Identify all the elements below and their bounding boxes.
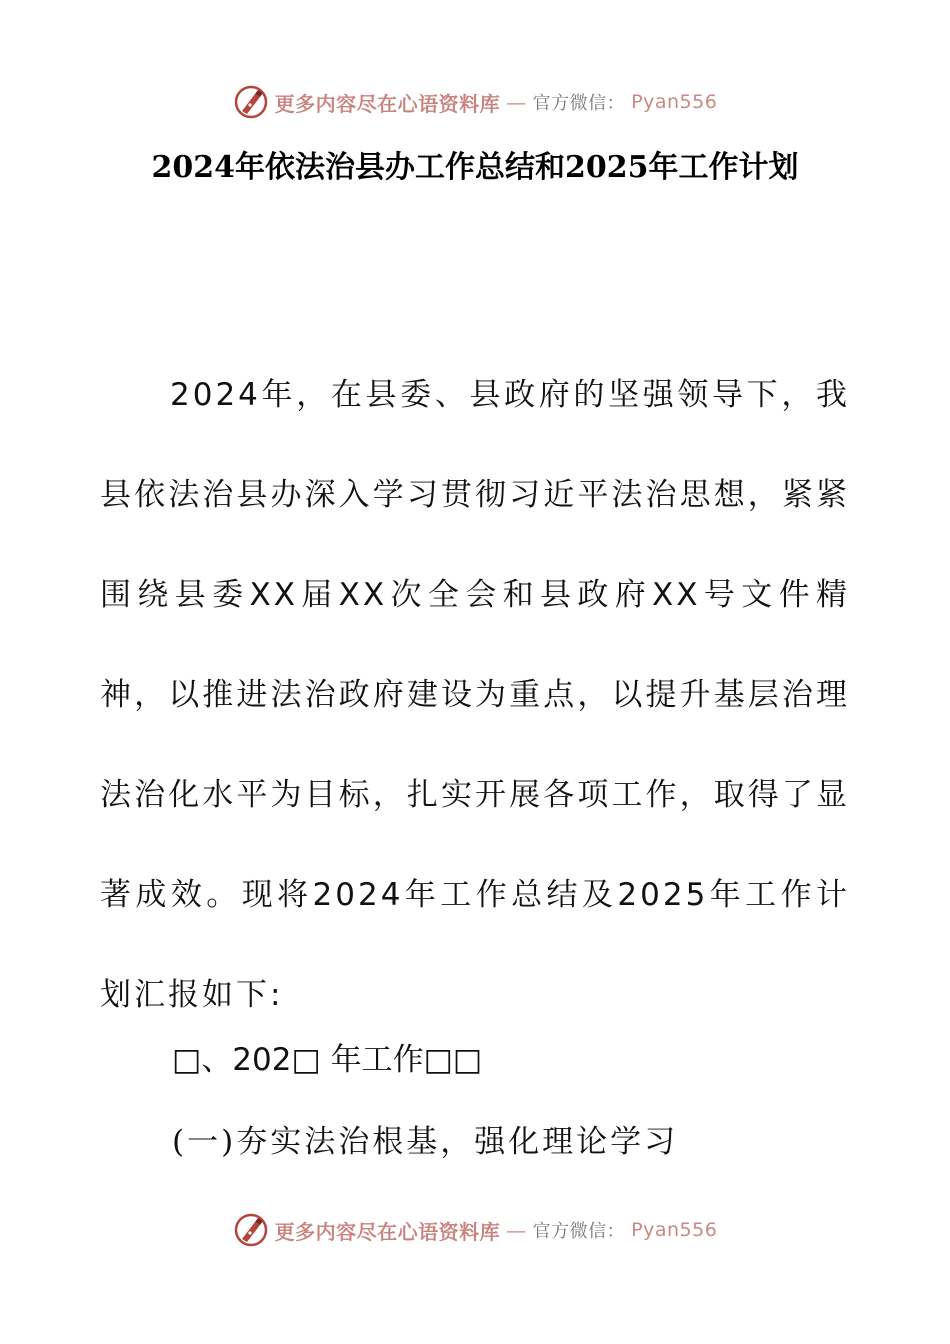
watermark-code: Pyan556 [631,91,718,113]
section-heading: □、202□ 年工作□□ [172,1042,483,1078]
subheading: (一)夯实法治根基，强化理论学习 [172,1124,679,1160]
watermark-label: 官方微信： [532,93,626,114]
watermark-code: Pyan556 [631,1219,718,1241]
pen-nib-circle-icon [233,84,269,120]
watermark-label: 官方微信： [532,1221,626,1242]
watermark-header [0,84,950,120]
watermark-main-text: 更多内容尽在心语资料库 [274,91,501,116]
watermark-main-text: 更多内容尽在心语资料库 [274,1219,501,1244]
watermark-footer [0,1212,950,1248]
document-title: 2024年依法治县办工作总结和2025年工作计划 [151,150,799,185]
intro-paragraph: 2024年，在县委、县政府的坚强领导下，我县依法治县办深入学习贯彻习近平法治思想，紧紧围绕县委XX届XX次全会和县政府XX号文件精神，以推进法治政府建设为重点，以提升基层治理法治化水平为目标，扎实开展各项工作，取得了显著成效。现将2024年工作总结及2025年工作计划汇报如下: [100,377,850,1013]
watermark-dash: — [506,1218,527,1242]
pen-nib-circle-icon [233,1212,269,1248]
watermark-dash: — [506,90,527,114]
